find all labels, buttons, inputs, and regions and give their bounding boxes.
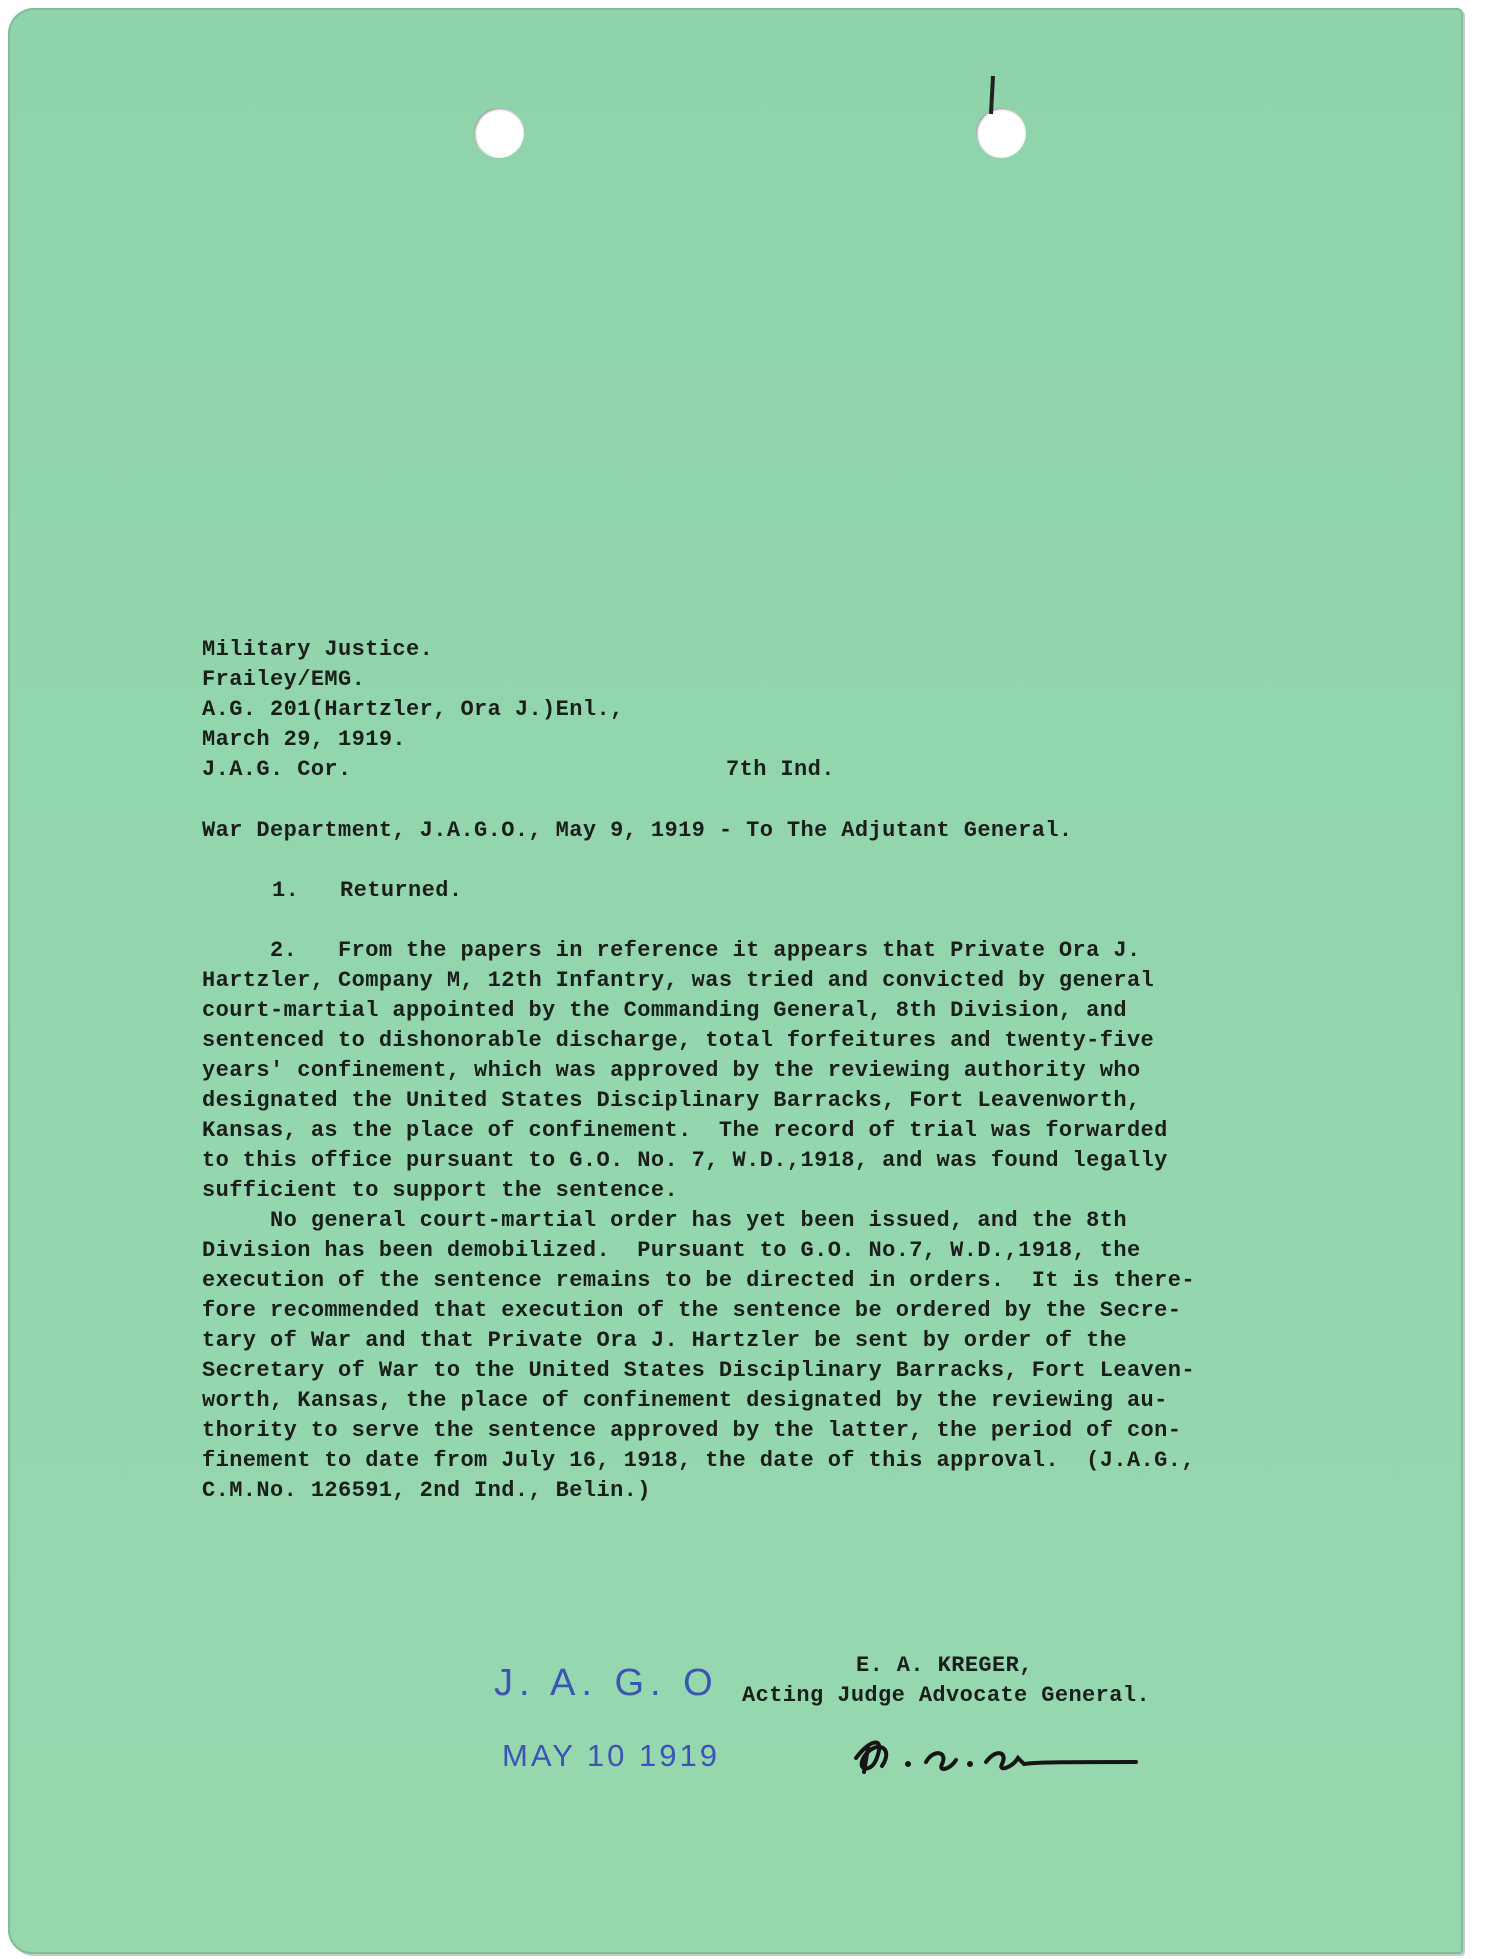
body-line: Hartzler, Company M, 12th Infantry, was tried and convicted by general [202,968,1155,993]
body-line: Kansas, as the place of confinement. The record of trial was forwarded [202,1118,1168,1143]
jago-stamp: J. A. G. O [494,1662,719,1704]
handwritten-signature [846,1718,1146,1788]
routing-line: War Department, J.A.G.O., May 9, 1919 - To The Adjutant General. [202,818,1073,843]
file-reference: A.G. 201(Hartzler, Ora J.)Enl., [202,697,624,722]
correspondence-line: J.A.G. Cor. [202,757,352,782]
office-line: Military Justice. [202,637,434,662]
body-line: finement to date from July 16, 1918, the date of this approval. (J.A.G., [202,1448,1195,1473]
signer-name: E. A. KREGER, [856,1653,1033,1678]
body-line: tary of War and that Private Ora J. Hartzler be sent by order of the [202,1328,1127,1353]
body-line: Secretary of War to the United States Disciplinary Barracks, Fort Leaven- [202,1358,1195,1383]
signer-title: Acting Judge Advocate General. [742,1683,1151,1708]
body-line: sentenced to dishonorable discharge, total forfeitures and twenty-five [202,1028,1155,1053]
body-line: sufficient to support the sentence. [202,1178,679,1203]
body-line: worth, Kansas, the place of confinement designated by the reviewing au- [202,1388,1168,1413]
body-line: court-martial appointed by the Commanding General, 8th Division, and [202,998,1127,1023]
body-line: to this office pursuant to G.O. No. 7, W.D.,1918, and was found legally [202,1148,1168,1173]
indorsement-number: 7th Ind. [726,757,835,782]
initials-line: Frailey/EMG. [202,667,366,692]
reference-date: March 29, 1919. [202,727,407,752]
body-line: 2. From the papers in reference it appears that Private Ora J. [202,938,1141,963]
body-line: years' confinement, which was approved by the reviewing authority who [202,1058,1141,1083]
punch-hole [976,108,1026,158]
body-line: designated the United States Disciplinary Barracks, Fort Leavenworth, [202,1088,1141,1113]
body-line: C.M.No. 126591, 2nd Ind., Belin.) [202,1478,651,1503]
body-line: Division has been demobilized. Pursuant to G.O. No.7, W.D.,1918, the [202,1238,1141,1263]
punch-hole [474,108,524,158]
paragraph-1: 1. Returned. [272,878,463,903]
body-line: fore recommended that execution of the sentence be ordered by the Secre- [202,1298,1182,1323]
received-date-stamp: MAY 10 1919 [502,1738,720,1773]
body-line: No general court-martial order has yet been issued, and the 8th [202,1208,1127,1233]
body-line: execution of the sentence remains to be directed in orders. It is there- [202,1268,1195,1293]
body-line: thority to serve the sentence approved by the latter, the period of con- [202,1418,1182,1443]
